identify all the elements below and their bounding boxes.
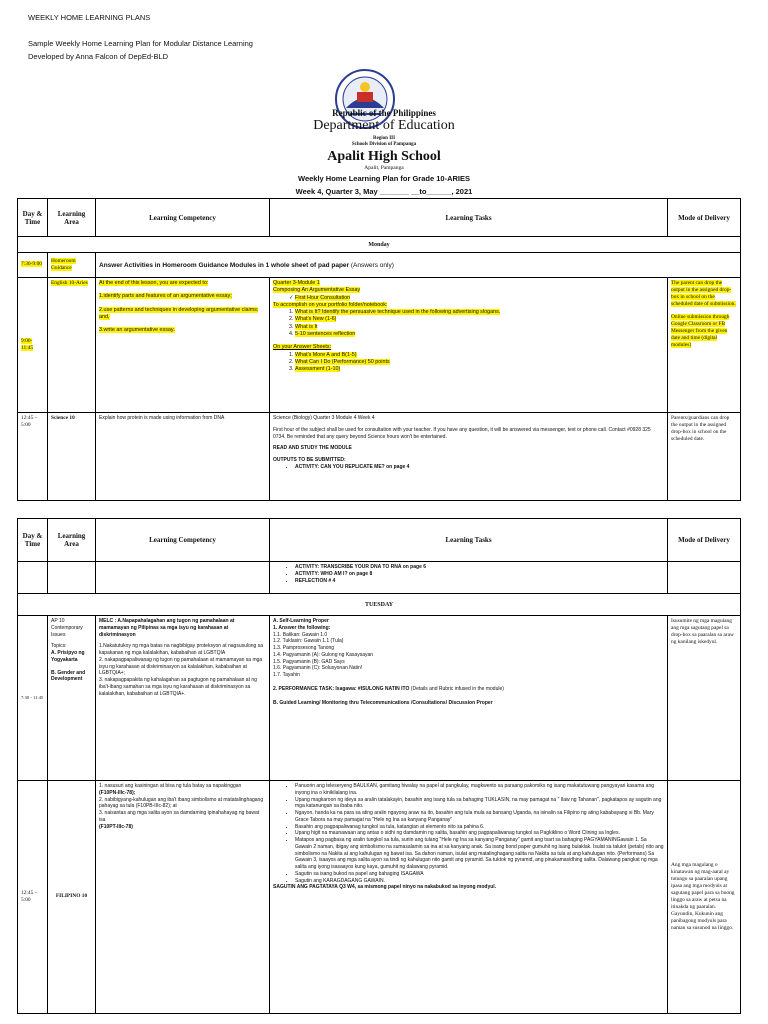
check-item: First Hour Consultation bbox=[295, 294, 351, 301]
list-item: What's New (1-6) bbox=[295, 316, 337, 323]
performance-task-note: (Details and Rubric infused in the module) bbox=[410, 685, 504, 692]
table-row bbox=[18, 616, 741, 781]
day-label: Monday bbox=[18, 237, 741, 253]
list-item: What Can I Do (Performance) 50 points bbox=[295, 358, 390, 365]
competency-item: 2.use patterns and techniques in developing argumentative claims; and, bbox=[99, 306, 259, 320]
list-item: • Matapos ang pagbasa ng aralin tungkol sa tula, suriin ang tulang "Hele ng Ina sa kanyang Panganay" gamit ang tsart sa bahaging PAGYAMANINGawain 1. Sa Gawain 2 naman, ibigay ang simbolismo na sumasalamin sa ina at sa kanyang anak. Sa isang bond paper gumuhit ng isang bulaklak. Isulat sa talulot (petals) nito ang simbolismo na Nakita at ang kahulugan ng bawat isa. Sa dahon naman, isulat ang matalinghagang salita na Nakita sa tula at ang kahulugan nito. (Performans) Sa Gawain 3, isaayos ang mga salita ayon sa tindi ng kahulugan nito gamit ang pyramid. Sa tuktok ng pyramid, ang pinakamasidhing salita. Dalawang pangkat ng mga salita ang iyong isasaayos kung kaya, gumuhit ng dalawang pyramid. bbox=[295, 837, 664, 871]
outputs-label: OUTPUTS TO BE SUBMITTED: bbox=[273, 457, 346, 463]
list-item: • Ngayon, handa ka na para sa ating aralin ngayong araw na ito, basahin ang tula mula sa bansang Uganda, na isinalin sa Filipino ng ating kababayang si Bb. Mary Grace Tabora na may pamagat na "Hele ng Ina sa kanyang Panganay" bbox=[295, 810, 664, 824]
table-row bbox=[18, 562, 741, 594]
delivery-cell: Ang mga magulang o kinatawan ng mag-aaral ay tutungo sa paaralan upang ipasa ang mga modyuls at sagutang papel para sa buong linggo sa araw at petsa na itinakda ng paaralan. Gayundin, Kukunin ang panibagong modyuls para naman sa susunod na linggo. bbox=[668, 781, 741, 1014]
header-day-time: Day & Time bbox=[18, 199, 48, 237]
topic-b: B. Gender and Development bbox=[51, 669, 86, 683]
list-item: • Sagutin sa isang bukod na papel ang bahaging ISAGAWA bbox=[295, 871, 664, 878]
area-line: AP 10 bbox=[51, 618, 65, 624]
answer-sheets-label: On your Answer Sheets: bbox=[273, 344, 332, 351]
header-tasks: Learning Tasks bbox=[270, 519, 668, 562]
list-item: 1.7. Tayahin bbox=[273, 672, 300, 678]
science-task-title: Science (Biology) Quarter 3 Module 4 Week 4 bbox=[273, 415, 375, 421]
competency-code: (F10PN-IIIc-78); bbox=[99, 789, 136, 796]
delivery-text: The parent can drop the output in the assigned drop-box in school on the scheduled date of submission. bbox=[671, 280, 736, 308]
day-label: TUESDAY bbox=[18, 594, 741, 616]
division-line: Schools Division of Pampanga bbox=[351, 142, 417, 147]
top-title: WEEKLY HOME LEARNING PLANS bbox=[28, 13, 151, 22]
competency-item: 1. nasusuri ang kasiningan at bisa ng tula batay sa napakinggan bbox=[99, 783, 242, 789]
day-row bbox=[18, 594, 741, 616]
school-location: Apalit, Pampanga bbox=[364, 165, 404, 171]
list-item: 1.1. Balikan: Gawain 1.0 bbox=[273, 631, 328, 638]
header-competency: Learning Competency bbox=[96, 519, 270, 562]
list-item: Assessment (1-10) bbox=[295, 366, 341, 373]
table-row bbox=[18, 253, 741, 278]
module-label: Quarter 3-Module 1 bbox=[273, 280, 320, 286]
homeroom-task: Answer Activities in Homeroom Guidance Modules in 1 whole sheet of pad paper bbox=[99, 261, 350, 269]
area-line: Contemporary Issues bbox=[51, 624, 83, 638]
area-cell: Homeroom Guidance bbox=[51, 257, 76, 271]
list-item: • ACTIVITY: WHO AM I? on page 8 bbox=[295, 571, 664, 578]
competency-code: (F10PT-IIIc-78) bbox=[99, 823, 133, 830]
homeroom-task-note: (Answers only) bbox=[350, 261, 394, 269]
time-cell: 9:00-11:45 bbox=[21, 337, 34, 351]
list-item: • Upang magkaroon ng ideya sa aralin tatalakayin, basahin ang isang tula sa bahaging TUKLASIN, na may pamagat na " Ilaw ng Tahanan", pagkatapos ay sagutin ang mga katanungan sa ibaba nito. bbox=[295, 797, 664, 811]
competency-item: 3.write an argumentative essay. bbox=[99, 327, 175, 334]
competency-item: 2. nakapagpapaliwanag ng tugon ng pamahalaan at mamamayan sa mga isyu ng karahasan at diskriminasyon sa kalalakihan, kababaihan at LGBTQIA+; bbox=[99, 656, 263, 677]
performance-task: 2. PERFORMANCE TASK: Isagawa: #ISULONG NATIN ITO bbox=[273, 685, 410, 692]
table-row bbox=[18, 413, 741, 501]
header-tasks: Learning Tasks bbox=[270, 199, 668, 237]
week-line: Week 4, Quarter 3, May _______ __to______, 2021 bbox=[295, 187, 473, 196]
list-item: 1.2. Tuklasin: Gawain 1.1 (Tula) bbox=[273, 638, 344, 645]
learning-plan-table-page2 bbox=[17, 518, 741, 1014]
table-row bbox=[18, 278, 741, 413]
list-item: 1.3. Pamprosesong Tanong bbox=[273, 645, 335, 651]
topics-label: Topics: bbox=[51, 643, 67, 650]
competency-item: 2. nabibigyang-kahulugan ang iba't ibang simbolismo at matatalinghagang pahayag sa tula (F10PB-IIIc-82); at bbox=[99, 796, 264, 810]
check-icon: ✓ bbox=[289, 294, 294, 301]
list-item: What is It bbox=[295, 323, 318, 330]
list-item: 1.4. Pagyamanin (A): Gulong ng Kasaysayan bbox=[273, 651, 374, 658]
read-line: READ AND STUDY THE MODULE bbox=[273, 445, 352, 452]
delivery-text-online: Online submission through Google Classroom or FB Messenger from the given date and time (digital modules) bbox=[671, 314, 730, 349]
competency-item: 1.identify parts and features of an argumentative essay; bbox=[99, 293, 232, 300]
task-section-b: B. Guided Learning/ Monitoring thru Telecommunications /Consultations/ Discussion Proper bbox=[273, 699, 493, 706]
republic-line: Republic of the Philippines bbox=[332, 108, 436, 118]
time-cell: 7:30 - 11:45 bbox=[18, 616, 48, 781]
task-answer-label: 1. Answer the following: bbox=[273, 624, 331, 631]
list-item: 1.5. Pagyamanin (B): GAD Says bbox=[273, 658, 345, 665]
header-competency: Learning Competency bbox=[96, 199, 270, 237]
time-cell: 12:45 – 5:00 bbox=[18, 781, 48, 1014]
header-delivery: Mode of Delivery bbox=[668, 519, 741, 562]
list-item: 1.6. Pagyamanin (C): Solusyonan Natin! bbox=[273, 665, 363, 672]
list-item: • Panuorin ang teleseryeng BAULKAN, gamitang hiwalay na papel at pangkulay, magkwento sa paraang pakomiks ng isang makatutuwang pangyayari kasama ang inyong ina o kinikilalang ina. bbox=[295, 783, 664, 797]
department-line: Department of Education bbox=[313, 118, 455, 133]
competency-cell: Explain how protein is made using information from DNA bbox=[96, 413, 270, 501]
area-cell: FILIPINO 10 bbox=[48, 781, 96, 1014]
competency-item: 3. nakapagpapakita ng kahalagahan sa pagtugon ng pamahalaan at ng iba't-ibang samahan sa mga isyu ng karahasan at diskriminasyon sa kalalakihan, kababaihan at LGBTQIA+. bbox=[99, 677, 257, 697]
header-day-time: Day & Time bbox=[18, 519, 48, 562]
delivery-cell: Parents/guardians can drop the output in the assigned drop-box in school on the scheduled date. bbox=[668, 413, 741, 501]
area-cell: Science 10 bbox=[48, 413, 96, 501]
list-item: • ACTIVITY: CAN YOU REPLICATE ME? on page 4 bbox=[295, 464, 664, 471]
list-item: What's More A and B(1-5) bbox=[295, 351, 357, 358]
table-row bbox=[18, 781, 741, 1014]
table-header-row bbox=[18, 519, 741, 562]
area-cell: English 10-Aries bbox=[51, 280, 88, 286]
list-item: • ACTIVITY: TRANSCRIBE YOUR DNA TO RNA on page 6 bbox=[295, 564, 664, 571]
melc-text: MELC : A.Napapahalagahan ang tugon ng pamahalaan at mamamayan ng Pilipinas sa mga isyu ng karahasan at diskriminasyon bbox=[99, 618, 235, 638]
competency-item: 1.Nakatutukoy ng mga batas na nagbibigay proteksyon at nagsusulong sa kapakanan ng mga kalalakihan, kababaihan at LGBTQIA bbox=[99, 643, 263, 656]
learning-plan-table-page1 bbox=[17, 198, 741, 501]
module-title: Composing An Argumentative Essay bbox=[273, 287, 361, 294]
developer-line: Developed by Anna Falcon of DepEd-BLD bbox=[28, 52, 169, 61]
school-name: Apalit High School bbox=[327, 149, 441, 164]
competency-item: 3. naisantas ang mga salita ayon sa damdaming ipinahahayag ng bawat isa bbox=[99, 810, 260, 823]
competency-intro: At the end of this lesson, you are expected to: bbox=[99, 280, 209, 286]
list-item: 5-10 sentences reflection bbox=[295, 331, 356, 338]
delivery-cell: Isusumite ng mga magulang ang mga sagutang papel sa drop-box sa paaralan sa araw ng kanilang iskedyul. bbox=[668, 616, 741, 781]
science-task-note: First hour of the subject shall be used for consultation with your teacher. If you have any question, it will be answered via messenger, text or phone call. Contact #0928 325 0734. Be reminded that any query beyond Science hours won't be entertained. bbox=[273, 426, 651, 440]
list-item: • Upang higit na maunawaan ang antas o sidhi ng damdamin ng salita, basahin ang pagpapaliwanag tungkol sa Pagkiklino o Word Clining sa Ingles. bbox=[295, 830, 664, 837]
region-line: Region III bbox=[372, 136, 396, 141]
sample-line: Sample Weekly Home Learning Plan for Modular Distance Learning bbox=[28, 39, 253, 48]
time-cell: 12:45 – 5:00 bbox=[18, 413, 48, 501]
time-cell: 7:30-9:00 bbox=[21, 261, 42, 268]
portfolio-intro: To accomplish on your portfolio folder/notebook: bbox=[273, 301, 388, 308]
list-item: • REFLECTION # 4 bbox=[295, 578, 664, 585]
plan-title: Weekly Home Learning Plan for Grade 10-ARIES bbox=[298, 174, 470, 183]
day-row bbox=[18, 237, 741, 253]
list-item: • Sagutin ang KARAGDAGANG GAWAIN. bbox=[295, 878, 664, 885]
list-item: What is It? Identify the persuasive technique used in the following advertising slogans. bbox=[295, 309, 501, 316]
header-learning-area: Learning Area bbox=[48, 199, 96, 237]
task-section-a: A. Self-Learning Proper bbox=[273, 618, 329, 624]
header-learning-area: Learning Area bbox=[48, 519, 96, 562]
closing-instruction: SAGUTIN ANG PAGTATAYA Q3 W4, sa mismong papel ninyo na nakabukod sa inyong modyul. bbox=[273, 884, 497, 891]
header-delivery: Mode of Delivery bbox=[668, 199, 741, 237]
list-item: • Basahin ang pagpapaliwanag tungkol sa tula, katangian at elemento nito sa pahina 6. bbox=[295, 824, 664, 831]
table-header-row bbox=[18, 199, 741, 237]
topic-a: A. Prisipyo ng Yogyakarta bbox=[51, 650, 85, 663]
